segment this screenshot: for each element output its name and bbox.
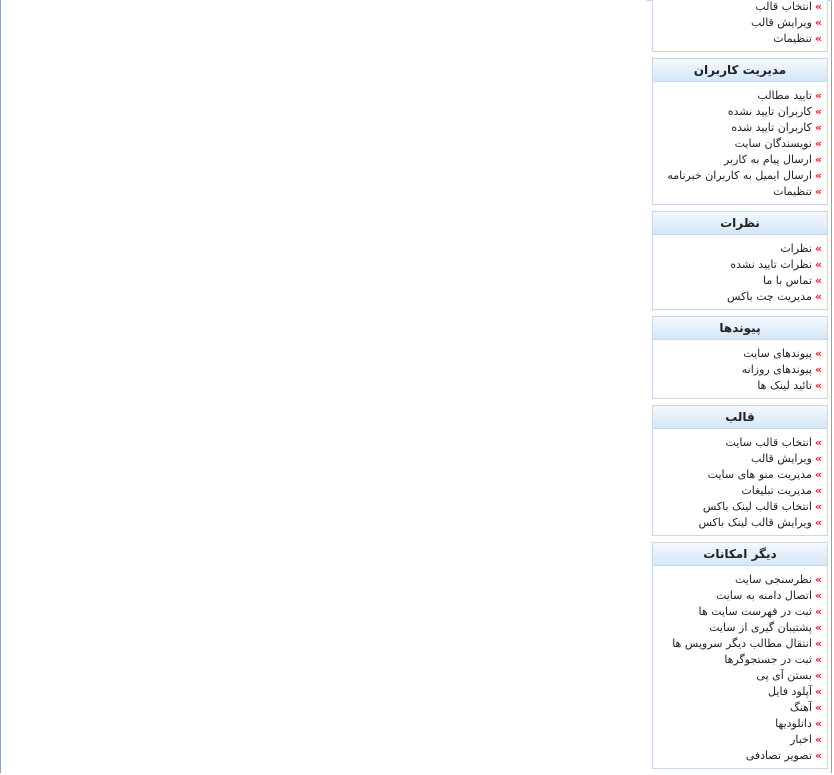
sidebar-link[interactable]: »انتخاب قالب [755, 0, 822, 13]
sidebar-link[interactable]: »ارسال ایمیل به کاربران خبرنامه [667, 169, 822, 182]
admin-sidebar [652, 0, 828, 775]
sidebar-link[interactable]: »تنظیمات [773, 32, 822, 45]
double-chevron-right-icon: » [814, 290, 822, 303]
sidebar-link[interactable]: »ویرایش قالب [751, 16, 822, 29]
sidebar-link[interactable]: »تصویر تصادفی [745, 749, 822, 762]
sidebar-link[interactable]: »انتقال مطالب دیگر سرویس ها [672, 637, 822, 650]
double-chevron-right-icon: » [814, 516, 822, 529]
double-chevron-right-icon: » [814, 153, 822, 166]
double-chevron-right-icon: » [814, 685, 822, 698]
sidebar-link[interactable]: »پیوندهای سایت [743, 347, 822, 360]
sidebar-link[interactable]: »نظرات تایید نشده [730, 258, 822, 271]
double-chevron-right-icon: » [814, 436, 822, 449]
sidebar-link[interactable]: »دانلودیها [775, 717, 822, 730]
sidebar-link[interactable]: »ویرایش قالب لینک باکس [698, 516, 822, 529]
double-chevron-right-icon: » [814, 242, 822, 255]
double-chevron-right-icon: » [814, 749, 822, 762]
sidebar-link[interactable]: »اتصال دامنه به سایت [715, 589, 822, 602]
sidebar-link[interactable]: »تماس با ما [763, 274, 822, 287]
double-chevron-right-icon: » [814, 137, 822, 150]
main-content-area [1, 0, 646, 773]
double-chevron-right-icon: » [814, 169, 822, 182]
section-title: دیگر امکانات [653, 543, 827, 566]
double-chevron-right-icon: » [814, 16, 822, 29]
sidebar-link[interactable]: »اخبار [790, 733, 822, 746]
double-chevron-right-icon: » [814, 669, 822, 682]
double-chevron-right-icon: » [814, 0, 822, 13]
double-chevron-right-icon: » [814, 573, 822, 586]
double-chevron-right-icon: » [814, 637, 822, 650]
double-chevron-right-icon: » [814, 733, 822, 746]
double-chevron-right-icon: » [814, 105, 822, 118]
section-title: قالب [653, 406, 827, 429]
sidebar-link[interactable]: »مدیریت تبلیغات [741, 484, 822, 497]
sidebar-link[interactable]: »ویرایش قالب [751, 452, 822, 465]
sidebar-link[interactable]: »تائید لینک ها [757, 379, 822, 392]
sidebar-link[interactable]: »مدیریت چت باکس [726, 290, 822, 303]
section-title: پیوندها [653, 317, 827, 340]
sidebar-section-other-features [652, 542, 828, 769]
sidebar-link[interactable]: »پیوندهای روزانه [741, 363, 822, 376]
double-chevron-right-icon: » [814, 185, 822, 198]
double-chevron-right-icon: » [814, 717, 822, 730]
double-chevron-right-icon: » [814, 258, 822, 271]
sidebar-link[interactable]: »ارسال پیام به کاربر [723, 153, 822, 166]
double-chevron-right-icon: » [814, 121, 822, 134]
sidebar-link[interactable]: »بستن آی پی [756, 669, 822, 682]
double-chevron-right-icon: » [814, 452, 822, 465]
double-chevron-right-icon: » [814, 621, 822, 634]
double-chevron-right-icon: » [814, 589, 822, 602]
sidebar-link[interactable]: »آهنگ [789, 701, 822, 714]
sidebar-link[interactable]: »مدیریت منو های سایت [707, 468, 822, 481]
double-chevron-right-icon: » [814, 500, 822, 513]
double-chevron-right-icon: » [814, 363, 822, 376]
section-title: نظرات [653, 212, 827, 235]
sidebar-link[interactable]: »نظرسنجی سایت [735, 573, 822, 586]
sidebar-link[interactable]: »ثبت در جستجوگرها [724, 653, 822, 666]
sidebar-link[interactable]: »تایید مطالب [757, 89, 822, 102]
sidebar-link[interactable]: »کاربران تایید نشده [727, 105, 822, 118]
double-chevron-right-icon: » [814, 605, 822, 618]
sidebar-link[interactable]: »نویسندگان سایت [734, 137, 822, 150]
double-chevron-right-icon: » [814, 379, 822, 392]
sidebar-link[interactable]: »انتخاب قالب سایت [725, 436, 822, 449]
double-chevron-right-icon: » [814, 701, 822, 714]
double-chevron-right-icon: » [814, 274, 822, 287]
sidebar-section-template [652, 405, 828, 536]
sidebar-link[interactable]: »تنظیمات [773, 185, 822, 198]
sidebar-link[interactable]: »انتخاب قالب لینک باکس [702, 500, 822, 513]
double-chevron-right-icon: » [814, 484, 822, 497]
sidebar-link[interactable]: »کاربران تایید شده [731, 121, 822, 134]
double-chevron-right-icon: » [814, 468, 822, 481]
sidebar-section-comments [652, 211, 828, 310]
double-chevron-right-icon: » [814, 89, 822, 102]
double-chevron-right-icon: » [814, 32, 822, 45]
sidebar-section-user-management [652, 58, 828, 205]
double-chevron-right-icon: » [814, 347, 822, 360]
sidebar-link[interactable]: »نظرات [780, 242, 822, 255]
sidebar-section-links [652, 316, 828, 399]
sidebar-link[interactable]: »ثبت در فهرست سایت ها [698, 605, 822, 618]
sidebar-link[interactable]: »پشتیبان گیری از سایت [709, 621, 822, 634]
sidebar-link[interactable]: »آپلود فایل [768, 685, 822, 698]
sidebar-section-template-top [652, 0, 828, 52]
section-title: مدیریت کاربران [653, 59, 827, 82]
double-chevron-right-icon: » [814, 653, 822, 666]
